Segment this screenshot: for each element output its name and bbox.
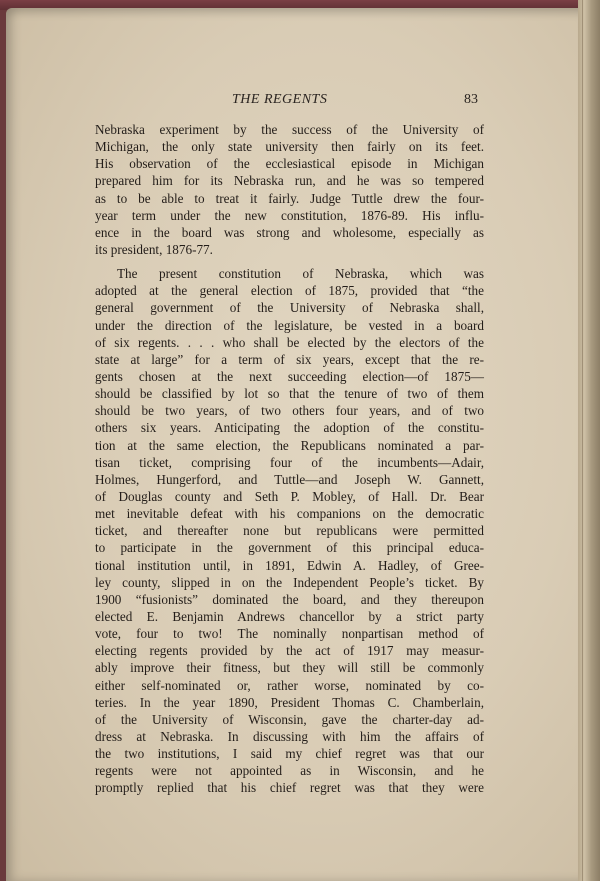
text-line: Holmes, Hungerford, and Tuttle—and Joseph W. Gannett, — [95, 471, 484, 487]
text-line: of Douglas county and Seth P. Mobley, of Hall. Dr. Bear — [95, 488, 484, 504]
text-line: gents chosen at the next succeeding election—of 1875— — [95, 368, 484, 384]
text-line: electing regents provided by the act of 1917 may measur- — [95, 643, 484, 659]
text-line: should be classified by lot so that the tenure of two of them — [95, 386, 484, 402]
text-line: should be two years, of two others four years, and of two — [95, 403, 484, 419]
text-line: vote, four to two! The nominally nonpartisan method of — [95, 626, 484, 642]
text-line: of six regents. . . . who shall be elected by the electors of the — [95, 334, 484, 350]
text-line: as to be able to treat it fairly. Judge Tuttle drew the four- — [95, 190, 484, 206]
paragraph-2 — [95, 265, 484, 796]
text-line: Nebraska experiment by the success of the University of — [95, 122, 484, 137]
text-line: adopted at the general election of 1875, provided that “the — [95, 283, 484, 299]
text-line: under the direction of the legislature, be vested in a board — [95, 317, 484, 333]
paragraph-1 — [95, 121, 484, 258]
text-line: ticket, and thereafter none but republicans were permitted — [95, 523, 484, 539]
text-line: year term under the new constitution, 1876-89. His influ- — [95, 207, 484, 223]
text-line: Michigan, the only state university then fairly on its feet. — [95, 139, 484, 155]
page-number: 83 — [464, 92, 478, 107]
text-line: tion at the same election, the Republicans nominated a par- — [95, 437, 484, 453]
text-line: general government of the University of Nebraska shall, — [95, 300, 484, 316]
running-head: THE REGENTS — [232, 92, 328, 107]
page-stack-edge — [578, 0, 600, 881]
text-line: tional institution until, in 1891, Edwin A. Hadley, of Gree- — [95, 557, 484, 573]
text-line: either self-nominated or, rather worse, nominated by co- — [95, 677, 484, 693]
text-line: met inevitable defeat with his companions on the democratic — [95, 506, 484, 522]
text-line: promptly replied that his chief regret was that they were — [95, 780, 484, 796]
text-line: of the University of Wisconsin, gave the charter-day ad- — [95, 711, 484, 727]
text-line: dress at Nebraska. In discussing with him the affairs of — [95, 728, 484, 744]
text-line: the two institutions, I said my chief regret was that our — [95, 746, 484, 762]
body-text — [95, 121, 484, 796]
page-header — [0, 92, 600, 110]
text-line: ably improve their fitness, but they will still be commonly — [95, 660, 484, 676]
text-line: ence in the board was strong and wholesome, especially as — [95, 224, 484, 240]
text-line: The present constitution of Nebraska, which was — [117, 266, 484, 282]
text-line: to participate in the government of this principal educa- — [95, 540, 484, 556]
text-line: tisan ticket, comprising four of the incumbents—Adair, — [95, 454, 484, 470]
text-line: elected E. Benjamin Andrews chancellor by a strict party — [95, 608, 484, 624]
text-line: His observation of the ecclesiastical episode in Michigan — [95, 156, 484, 172]
text-line: others six years. Anticipating the adoption of the constitu- — [95, 420, 484, 436]
text-line: ley county, slipped in on the Independent People’s ticket. By — [95, 574, 484, 590]
text-line: prepared him for its Nebraska run, and he was so tempered — [95, 173, 484, 189]
text-line: state at large” for a term of six years, except that the re- — [95, 351, 484, 367]
text-line: regents were not appointed as in Wisconsin, and he — [95, 763, 484, 779]
text-line: its president, 1876-77. — [95, 241, 213, 257]
paragraph-gap — [95, 258, 484, 265]
text-line: teries. In the year 1890, President Thomas C. Chamberlain, — [95, 694, 484, 710]
text-line: 1900 “fusionists” dominated the board, and they thereupon — [95, 591, 484, 607]
